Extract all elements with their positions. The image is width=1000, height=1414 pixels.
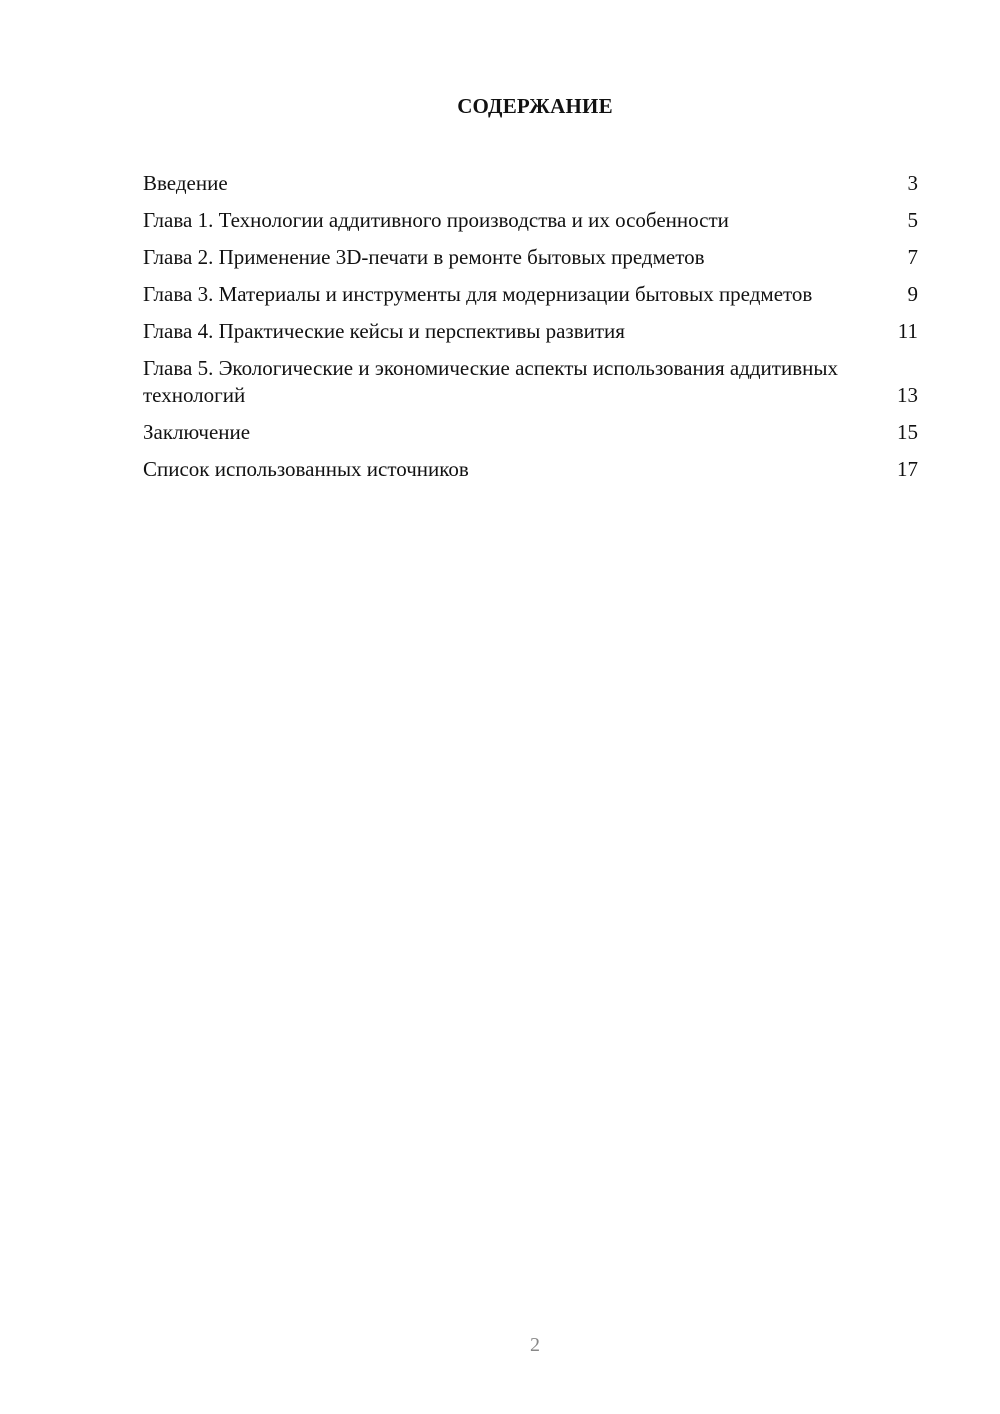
toc-entry-page: 13 bbox=[897, 383, 918, 407]
toc-entry-conclusion[interactable] bbox=[143, 419, 918, 446]
page-number: 2 bbox=[530, 1334, 540, 1356]
toc-entry-text: Глава 4. Практические кейсы и перспективы развития bbox=[143, 319, 625, 343]
toc-entry-text: Заключение bbox=[143, 420, 251, 444]
toc-entry-page: 17 bbox=[897, 457, 918, 481]
toc-title: СОДЕРЖАНИЕ bbox=[457, 94, 613, 118]
toc-entry-text: Список использованных источников bbox=[143, 457, 469, 481]
toc-entry-text: Глава 2. Применение 3D-печати в ремонте бытовых предметов bbox=[143, 245, 705, 269]
toc-entry-page: 5 bbox=[907, 208, 918, 232]
toc-entry-text: Глава 5. Экологические и экономические аспекты использования аддитивных технологий bbox=[143, 356, 838, 407]
toc-entry-chapter-1[interactable] bbox=[143, 207, 918, 234]
toc-entry-text: Глава 3. Материалы и инструменты для модернизации бытовых предметов bbox=[143, 282, 813, 306]
toc-entry-references[interactable] bbox=[143, 456, 918, 483]
toc-entry-introduction[interactable] bbox=[143, 170, 918, 197]
toc-entry-chapter-2[interactable] bbox=[143, 244, 918, 271]
toc-entry-page: 9 bbox=[907, 282, 918, 306]
toc-entry-page: 11 bbox=[897, 319, 918, 343]
toc-entry-chapter-4[interactable] bbox=[143, 318, 918, 345]
toc-entry-text: Введение bbox=[143, 171, 228, 195]
toc-entry-page: 15 bbox=[897, 420, 918, 444]
toc-entry-page: 3 bbox=[907, 171, 918, 195]
toc-list bbox=[143, 170, 918, 493]
toc-entry-chapter-3[interactable] bbox=[143, 281, 918, 308]
toc-entry-page: 7 bbox=[907, 245, 918, 269]
toc-entry-chapter-5[interactable] bbox=[143, 355, 918, 409]
toc-entry-text: Глава 1. Технологии аддитивного производства и их особенности bbox=[143, 208, 729, 232]
